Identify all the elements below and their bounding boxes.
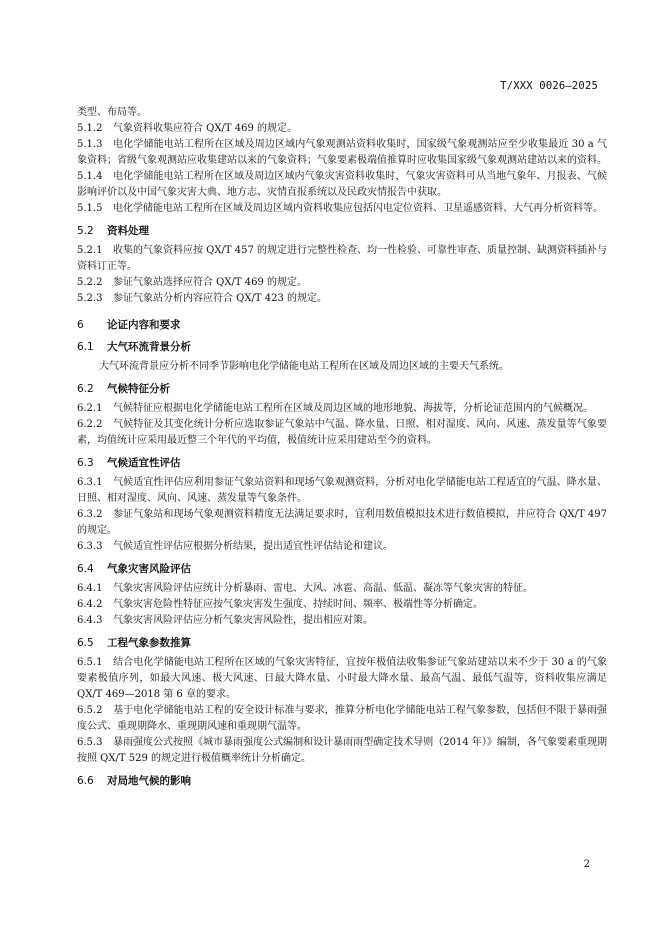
clause-number: 6.3.2 [77,509,103,520]
clause-paragraph [77,243,607,275]
subsection-heading [77,561,607,577]
clause-paragraph [77,655,607,703]
clause-text: 类型、布局等。 [77,107,147,118]
page-number: 2 [583,859,590,870]
clause-number: 6.5.3 [77,737,103,748]
subsection-heading [77,455,607,471]
clause-paragraph [77,105,607,121]
clause-paragraph [77,169,607,201]
clause-text: 大气环流背景分析 [107,341,191,353]
clause-text: 对局地气候的影响 [107,775,191,787]
clause-text: 电化学储能电站工程所在区域及周边区域内气象灾害资料收集时，气象灾害资料可从当地气象年、月报表、气候影响评价以及中国气象灾害大典、地方志、灾情直报系统以及民政灾情报告中获取。 [77,171,607,198]
clause-number: 6.5 [77,637,94,649]
clause-text: 参证气象站分析内容应符合 QX/T 423 的规定。 [113,293,327,304]
clause-number: 5.1.4 [77,171,103,182]
clause-text: 大气环流背景应分析不同季节影响电化学储能电站工程所在区域及周边区域的主要天气系统。 [99,361,509,372]
clause-text: 资料处理 [107,225,149,237]
clause-paragraph [77,401,607,417]
clause-paragraph [77,597,607,613]
clause-text: 气象资料收集应符合 QX/T 469 的规定。 [113,123,297,134]
subsection-heading [77,339,607,355]
clause-number: 5.1.3 [77,139,103,150]
clause-number: 5.1.5 [77,203,103,214]
clause-text: 论证内容和要求 [107,319,181,331]
clause-number: 6.1 [77,341,94,353]
subsection-heading [77,773,607,789]
clause-text: 气候特征分析 [107,383,170,395]
clause-number: 6.5.1 [77,657,103,668]
clause-text: 暴雨强度公式按照《城市暴雨强度公式编制和设计暴雨雨型确定技术导则（2014 年）》编制，各气象要素重现期按照 QX/T 529 的规定进行极值概率统计分析确定。 [77,737,607,764]
clause-text: 参证气象站选择应符合 QX/T 469 的规定。 [113,277,307,288]
clause-text: 工程气象参数推算 [107,637,191,649]
clause-paragraph [77,539,607,555]
clause-paragraph [77,417,607,449]
clause-text: 气象灾害风险评估 [107,563,191,575]
clause-number: 6.3.1 [77,477,103,488]
clause-text: 基于电化学储能电站工程的安全设计标准与要求，推算分析电化学储能电站工程气象参数，包括但不限于暴雨强度公式、重现期降水、重现期风速和重现期气温等。 [77,705,607,732]
clause-paragraph [77,201,607,217]
clause-text: 收集的气象资料应按 QX/T 457 的规定进行完整性检查、均一性检验、可靠性审查、质量控制、缺测资料插补与资料订正等。 [77,245,607,272]
clause-paragraph [77,613,607,629]
section-heading [77,317,607,333]
clause-text: 结合电化学储能电站工程所在区域的气象灾害特征，宜按年极值法收集参证气象站建站以来不少于 30 a 的气象要素极值序列，如最大风速、极大风速、日最大降水量、小时最大降水量、最高气温、最低气温等，资料收集应满足 QX/T 469—2018 第 6 章的要求。 [77,657,607,700]
clause-paragraph [77,475,607,507]
clause-number: 6 [77,319,84,331]
clause-paragraph [77,581,607,597]
clause-paragraph [77,121,607,137]
clause-text: 气象灾害风险评估应统计分析暴雨、雷电、大风、冰雹、高温、低温、凝冻等气象灾害的特征。 [113,583,533,594]
standard-number: T/XXX 0026—2025 [500,80,598,92]
clause-number: 5.1.2 [77,123,103,134]
clause-text: 气候特征及其变化统计分析应选取参证气象站中气温、降水量、日照、相对湿度、风向、风速、蒸发量等气象要素，均值统计应采用最近整三个年代的平均值，极值统计应采用建站至今的资料。 [77,419,607,446]
body-paragraph [77,359,607,375]
clause-paragraph [77,291,607,307]
clause-text: 气候适宜性评估应利用参证气象站资料和现场气象观测资料，分析对电化学储能电站工程适宜的气温、降水量、日照、相对湿度、风向、风速、蒸发量等气象条件。 [77,477,607,504]
clause-number: 6.4.3 [77,615,103,626]
clause-paragraph [77,137,607,169]
clause-number: 5.2.1 [77,245,103,256]
clause-number: 5.2 [77,225,94,237]
document-body [77,105,607,793]
clause-paragraph [77,275,607,291]
clause-text: 气象灾害危险性特征应按气象灾害发生强度、持续时间、频率、极端性等分析确定。 [113,599,483,610]
clause-paragraph [77,703,607,735]
clause-number: 5.2.3 [77,293,103,304]
clause-text: 参证气象站和现场气象观测资料精度无法满足要求时，宜利用数值模拟技术进行数值模拟，并应符合 QX/T 497 的规定。 [77,509,607,536]
clause-paragraph [77,507,607,539]
clause-number: 6.3.3 [77,541,103,552]
clause-number: 6.2 [77,383,94,395]
clause-number: 6.2.2 [77,419,103,430]
clause-number: 6.4.2 [77,599,103,610]
subsection-heading [77,223,607,239]
clause-number: 6.5.2 [77,705,103,716]
clause-text: 电化学储能电站工程所在区域及周边区域内资料收集应包括闪电定位资料、卫星遥感资料、大气再分析资料等。 [113,203,603,214]
clause-text: 气候特征应根据电化学储能电站工程所在区域及周边区域的地形地貌、海拔等，分析论证范围内的气候概况。 [113,403,593,414]
clause-number: 6.3 [77,457,94,469]
clause-number: 6.4.1 [77,583,103,594]
clause-number: 6.4 [77,563,94,575]
clause-text: 气候适宜性评估应根据分析结果，提出适宜性评估结论和建议。 [113,541,393,552]
subsection-heading [77,381,607,397]
clause-text: 气候适宜性评估 [107,457,181,469]
subsection-heading [77,635,607,651]
clause-number: 6.6 [77,775,94,787]
clause-text: 电化学储能电站工程所在区域及周边区域内气象观测站资料收集时，国家级气象观测站应至少收集最近 30 a 气象资料；省级气象观测站应收集建站以来的气象资料；气象要素极端值推算时应收集国家级气象观测站建站以来的资料。 [77,139,607,166]
clause-number: 5.2.2 [77,277,103,288]
clause-number: 6.2.1 [77,403,103,414]
clause-paragraph [77,735,607,767]
clause-text: 气象灾害风险评估应分析气象灾害风险性，提出相应对策。 [113,615,373,626]
